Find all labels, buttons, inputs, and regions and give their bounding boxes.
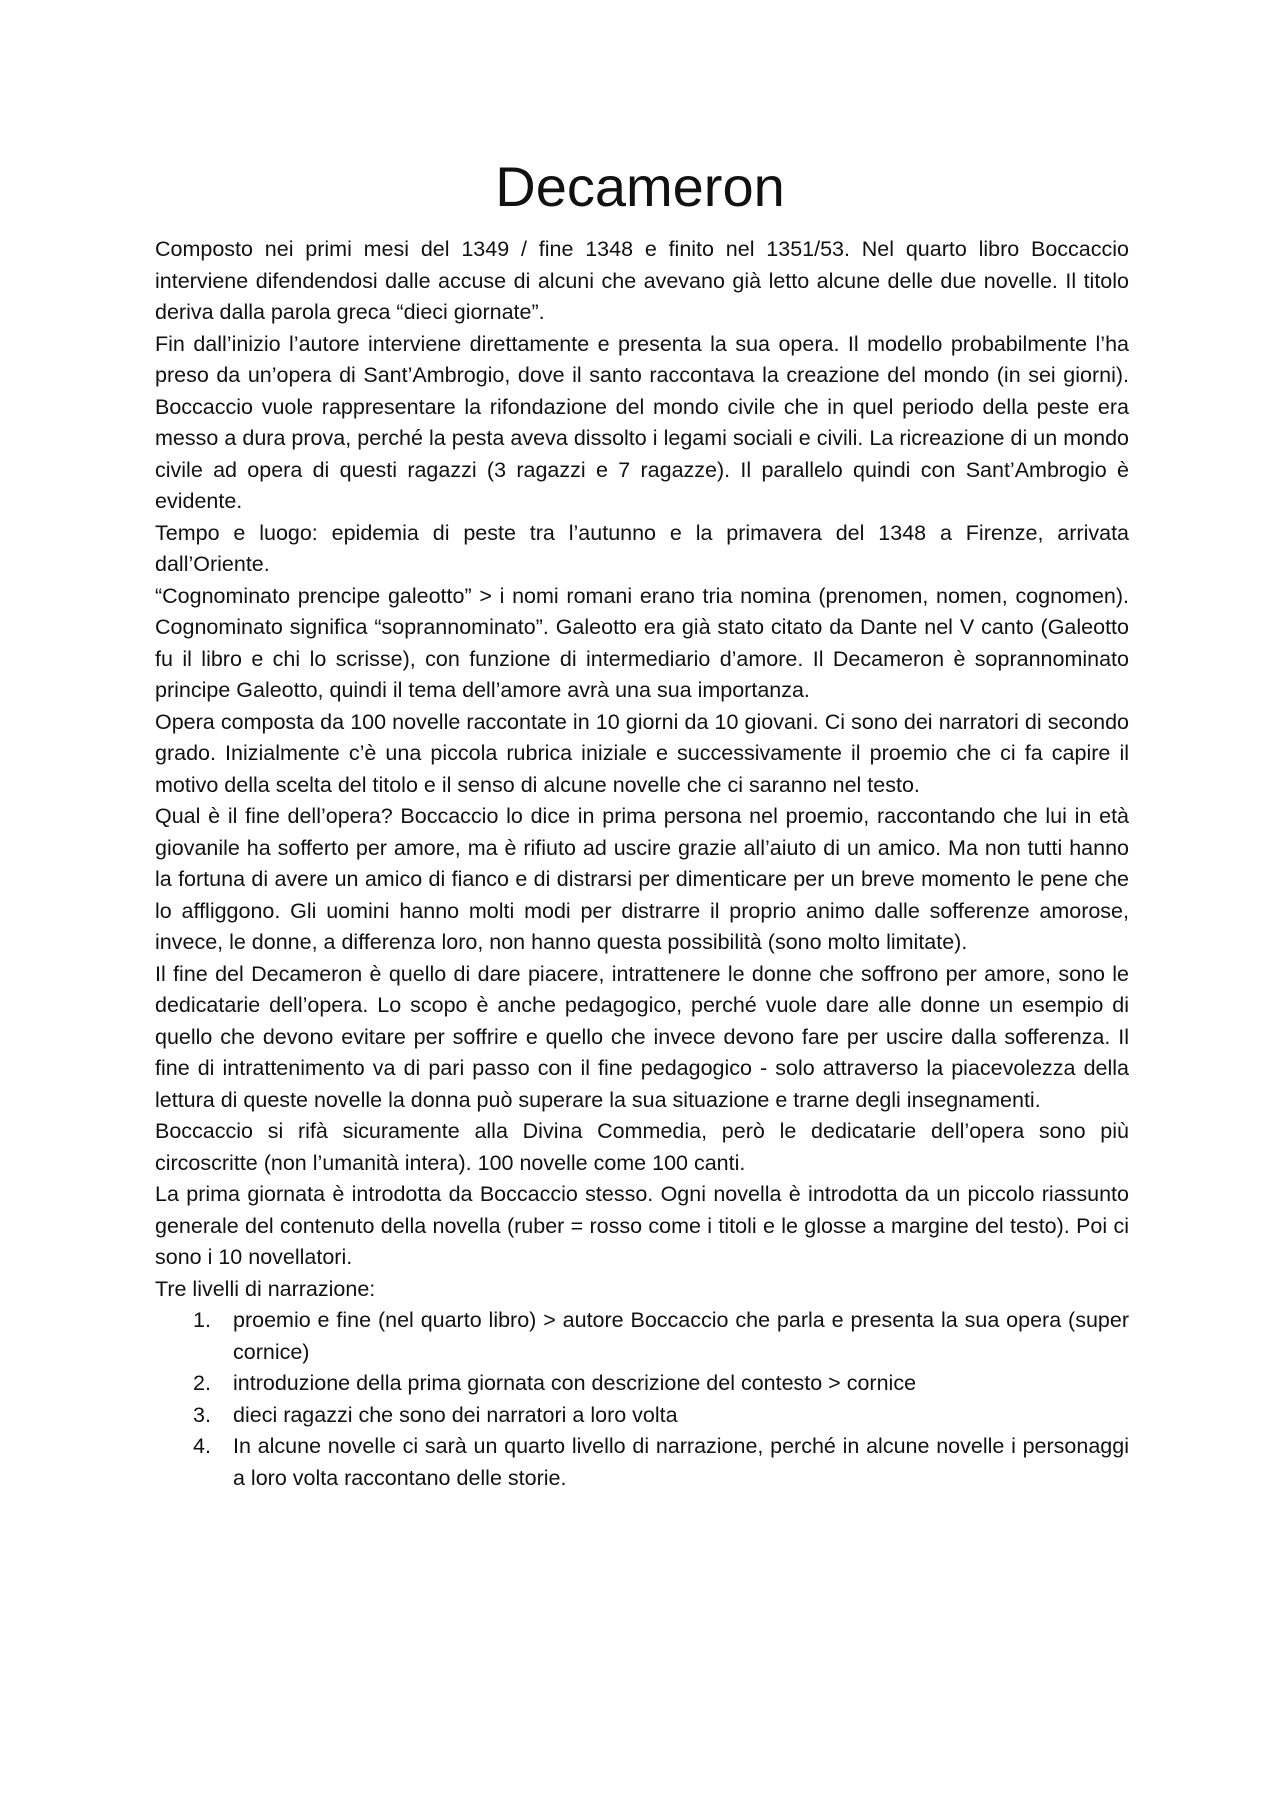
list-item-number: 2.: [193, 1371, 211, 1395]
list-item: [155, 1305, 1129, 1368]
paragraph-model: Fin dall’inizio l’autore interviene direttamente e presenta la sua opera. Il modello probabilmente l’ha preso da un’opera di Sant’Ambrogio, dove il santo raccontava la creazione del mondo (in sei giorni). Boccaccio vuole rappresentare la rifondazione del mondo civile che in quel periodo della peste era messo a dura prova, perché la pesta aveva dissolto i legami sociali e civili. La ricreazione di un mondo civile ad opera di questi ragazzi (3 ragazzi e 7 ragazze). Il parallelo quindi con Sant’Ambrogio è evidente.: [155, 331, 1129, 513]
narration-levels-list: [155, 1305, 1129, 1494]
paragraph-galeotto: “Cognominato prencipe galeotto” > i nomi romani erano tria nomina (prenomen, nomen, cognomen). Cognominato significa “soprannominato”. Galeotto era già stato citato da Dante nel V canto (Galeotto fu il libro e chi lo scrisse), con funzione di intermediario d’amore. Il Decameron è soprannominato principe Galeotto, quindi il tema dell’amore avrà una sua importanza.: [155, 583, 1129, 702]
list-item-number: 1.: [193, 1308, 211, 1332]
paragraph-divina-commedia: Boccaccio si rifà sicuramente alla Divina Commedia, però le dedicatarie dell’opera sono più circoscritte (non l’umanità intera). 100 novelle come 100 canti.: [155, 1119, 1129, 1175]
list-item-number: 4.: [193, 1434, 211, 1458]
paragraph-purpose: Qual è il fine dell’opera? Boccaccio lo dice in prima persona nel proemio, raccontando che lui in età giovanile ha sofferto per amore, ma è rifiuto ad uscire grazie all’aiuto di un amico. Ma non tutti hanno la fortuna di avere un amico di fianco e di distrarsi per dimenticare per un breve momento le pene che lo affliggono. Gli uomini hanno molti modi per distrarre il proprio animo dalle sofferenze amorose, invece, le donne, a differenza loro, non hanno questa possibilità (sono molto limitate).: [155, 804, 1129, 954]
paragraph-structure: Opera composta da 100 novelle raccontate in 10 giorni da 10 giovani. Ci sono dei narratori di secondo grado. Inizialmente c’è una piccola rubrica iniziale e successivamente il proemio che ci fa capire il motivo della scelta del titolo e il senso di alcune novelle che ci saranno nel testo.: [155, 709, 1129, 797]
paragraph-levels-intro: Tre livelli di narrazione:: [155, 1276, 376, 1301]
paragraph-time-place: Tempo e luogo: epidemia di peste tra l’autunno e la primavera del 1348 a Firenze, arrivata dall’Oriente.: [155, 520, 1129, 576]
list-item-text: In alcune novelle ci sarà un quarto livello di narrazione, perché in alcune novelle i personaggi a loro volta raccontano delle storie.: [233, 1434, 1129, 1490]
list-item-text: dieci ragazzi che sono dei narratori a loro volta: [233, 1402, 678, 1427]
list-item: [155, 1368, 1129, 1400]
paragraph-composition: Composto nei primi mesi del 1349 / fine 1348 e finito nel 1351/53. Nel quarto libro Boccaccio interviene difendendosi dalle accuse di alcuni che avevano già letto alcune delle due novelle. Il titolo deriva dalla parola greca “dieci giornate”.: [155, 237, 1129, 324]
list-item-text: proemio e fine (nel quarto libro) > autore Boccaccio che parla e presenta la sua opera (super cornice): [233, 1308, 1129, 1364]
page-title: Decameron: [495, 155, 785, 218]
list-item: [155, 1400, 1129, 1432]
document-body: [155, 234, 1129, 1494]
paragraph-first-day: La prima giornata è introdotta da Boccaccio stesso. Ogni novella è introdotta da un piccolo riassunto generale del contenuto della novella (ruber = rosso come i titoli e le glosse a margine del testo). Poi ci sono i 10 novellatori.: [155, 1182, 1129, 1269]
paragraph-pedagogy: Il fine del Decameron è quello di dare piacere, intrattenere le donne che soffrono per amore, sono le dedicatarie dell’opera. Lo scopo è anche pedagogico, perché vuole dare alle donne un esempio di quello che devono evitare per soffrire e quello che invece devono fare per uscire dalla sofferenza. Il fine di intrattenimento va di pari passo con il fine pedagogico - solo attraverso la piacevolezza della lettura di queste novelle la donna può superare la sua situazione e trarne degli insegnamenti.: [155, 961, 1129, 1112]
list-item: [155, 1431, 1129, 1494]
list-item-number: 3.: [193, 1402, 211, 1427]
list-item-text: introduzione della prima giornata con descrizione del contesto > cornice: [233, 1371, 917, 1395]
